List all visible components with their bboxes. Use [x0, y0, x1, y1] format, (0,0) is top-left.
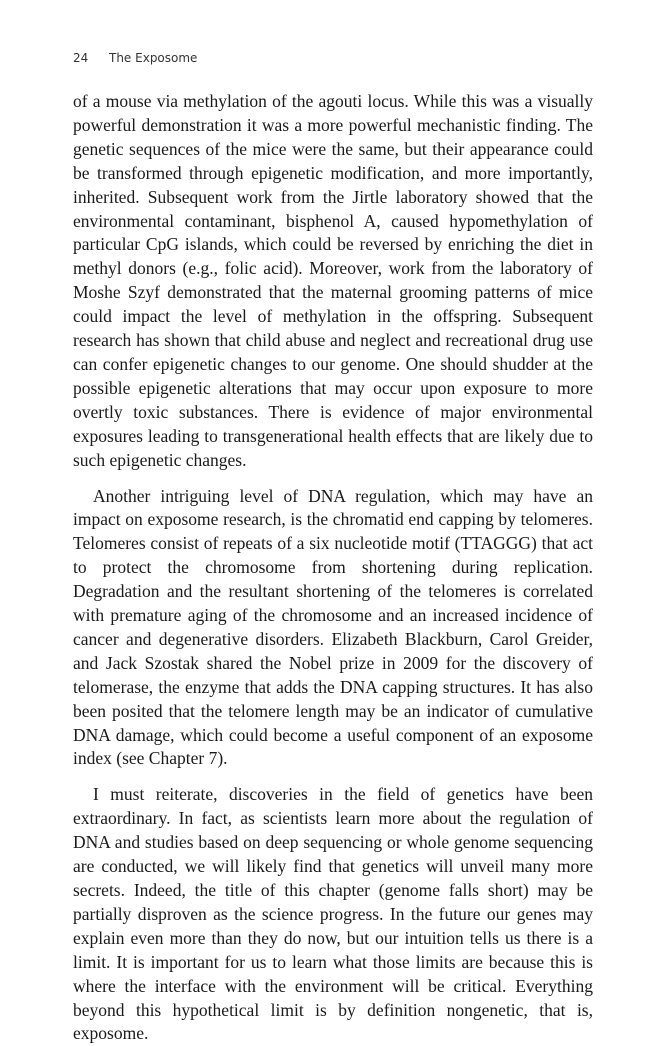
running-header [73, 51, 197, 65]
page-number: 24 [73, 51, 89, 65]
running-title: The Exposome [109, 51, 198, 65]
paragraph-genetics-limits: I must reiterate, discoveries in the field of genetics have been extraordinary. In fact, as scientists learn more about the regulation of DNA and studies based on deep sequencing or whole genome sequencing are conducted, we will likely find that genetics will unveil many more secrets. Indeed, the title of this chapter (genome falls short) may be partially disproven as the science progress. In the future our genes may explain even more than they do now, but our intuition tells us there is a limit. It is important for us to learn what those limits are because this is where the interface with the environment will be critical. Everything beyond this hypothetical limit is by definition nongenetic, that is, exposome. [73, 784, 593, 1044]
paragraph-epigenetics: of a mouse via methylation of the agouti locus. While this was a visually powerful demonstration it was a more powerful mechanistic finding. The genetic sequences of the mice were the same, but their appearance could be transformed through epigenetic modification, and more importantly, inherited. Subsequent work from the Jirtle laboratory showed that the environmental contaminant, bisphenol A, caused hypomethylation of particular CpG islands, which could be reversed by enriching the diet in methyl donors (e.g., folic acid). Moreover, work from the laboratory of Moshe Szyf demonstrated that the maternal grooming patterns of mice could impact the level of methylation in the offspring. Subsequent research has shown that child abuse and neglect and recreational drug use can confer epigenetic changes to our genome. One should shudder at the possible epigenetic alterations that may occur upon exposure to more overtly toxic substances. There is evidence of major environmental exposures leading to transgenerational health effects that are likely due to such epigenetic changes. [73, 91, 593, 470]
paragraph-telomeres: Another intriguing level of DNA regulation, which may have an impact on exposome research, is the chromatid end capping by telomeres. Telomeres consist of repeats of a six nucleotide motif (TTAGGG) that act to protect the chromosome from shortening during replication. Degradation and the resultant shortening of the telomeres is correlated with premature aging of the chromosome and an increased incidence of cancer and degenerative disorders. Elizabeth Blackburn, Carol Greider, and Jack Szostak shared the Nobel prize in 2009 for the discovery of telomerase, the enzyme that adds the DNA capping structures. It has also been posited that the telomere length may be an indicator of cumulative DNA damage, which could become a useful component of an exposome index (see Chapter 7). [73, 485, 593, 769]
body-text [73, 90, 593, 1046]
